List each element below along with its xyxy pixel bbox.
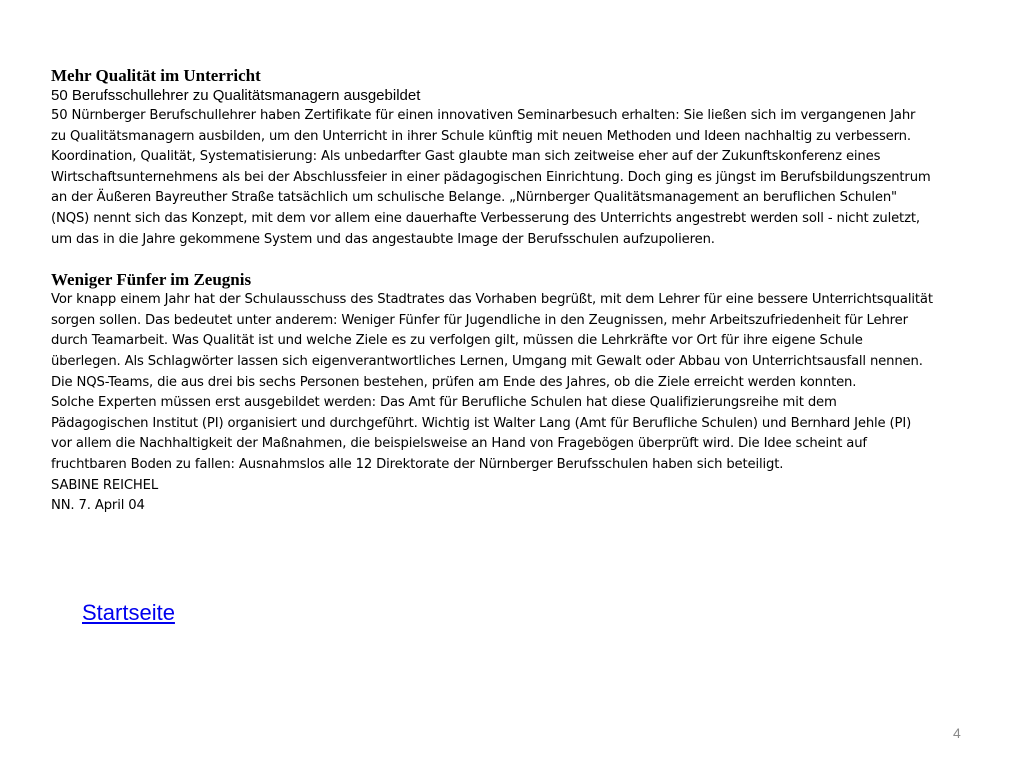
section2-body (51, 290, 1001, 517)
body-line: um das in die Jahre gekommene System und das angestaubte Image der Berufsschulen aufzupolieren. (51, 231, 715, 247)
section1-title: Mehr Qualität im Unterricht (51, 66, 261, 85)
body-line: Die NQS-Teams, die aus drei bis sechs Personen bestehen, prüfen am Ende des Jahres, ob die Ziele erreicht werden konnten. (51, 374, 857, 390)
body-line: überlegen. Als Schlagwörter lassen sich eigenverantwortliches Lernen, Umgang mit Gewalt oder Abbau von Unterrichtsausfall nennen. (51, 353, 923, 369)
body-line: zu Qualitätsmanagern ausbilden, um den Unterricht in ihrer Schule künftig mit neuen Methoden und Ideen nachhaltig zu verbessern. (51, 128, 911, 144)
body-line: fruchtbaren Boden zu fallen: Ausnahmslos alle 12 Direktorate der Nürnberger Berufsschulen haben sich beteiligt. (51, 456, 784, 472)
article-content (51, 66, 1001, 517)
body-line: 50 Nürnberger Berufschullehrer haben Zertifikate für einen innovativen Seminarbesuch erhalten: Sie ließen sich im vergangenen Jahr (51, 108, 916, 123)
page-number: 4 (953, 725, 961, 741)
section1-body (51, 106, 1001, 250)
section1-subtitle: 50 Berufsschullehrer zu Qualitätsmanagern ausgebildet (51, 87, 421, 104)
body-line: Wirtschaftsunternehmens als bei der Abschlussfeier in einer pädagogischen Einrichtung. Doch ging es jüngst im Berufsbildungszentrum (51, 169, 931, 185)
section2-title: Weniger Fünfer im Zeugnis (51, 270, 252, 290)
body-line: durch Teamarbeit. Was Qualität ist und welche Ziele es zu verfolgen gilt, müssen die Lehrkräfte vor Ort für ihre eigene Schule (51, 333, 863, 349)
body-line: an der Äußeren Bayreuther Straße tatsächlich um schulische Belange. „Nürnberger Qualitätsmanagement an beruflichen Schulen" (51, 190, 897, 206)
section-spacer (51, 250, 1001, 270)
body-line: Vor knapp einem Jahr hat der Schulausschuss des Stadtrates das Vorhaben begrüßt, mit dem Lehrer für eine bessere Unterrichtsqualität (51, 292, 933, 308)
body-line: (NQS) nennt sich das Konzept, mit dem vor allem eine dauerhafte Verbesserung des Unterrichts angestrebt werden soll - nicht zuletzt, (51, 210, 920, 226)
body-line: vor allem die Nachhaltigkeit der Maßnahmen, die beispielsweise an Hand von Fragebögen überprüft wird. Die Idee scheint auf (51, 436, 867, 452)
source-citation: NN. 7. April 04 (51, 498, 145, 514)
body-line: Pädagogischen Institut (PI) organisiert und durchgeführt. Wichtig ist Walter Lang (Amt für Berufliche Schulen) und Bernhard Jehle (PI) (51, 415, 912, 431)
body-line: Solche Experten müssen erst ausgebildet werden: Das Amt für Berufliche Schulen hat diese Qualifizierungsreihe mit dem (51, 395, 837, 411)
author-name: SABINE REICHEL (51, 477, 159, 493)
home-link[interactable]: Startseite (82, 600, 175, 625)
body-line: sorgen sollen. Das bedeutet unter anderem: Weniger Fünfer für Jugendliche in den Zeugnissen, mehr Arbeitszufriedenheit für Lehrer (51, 312, 908, 328)
body-line: Koordination, Qualität, Systematisierung: Als unbedarfter Gast glaubte man sich zeitweise eher auf der Zukunftskonferenz eines (51, 149, 881, 165)
